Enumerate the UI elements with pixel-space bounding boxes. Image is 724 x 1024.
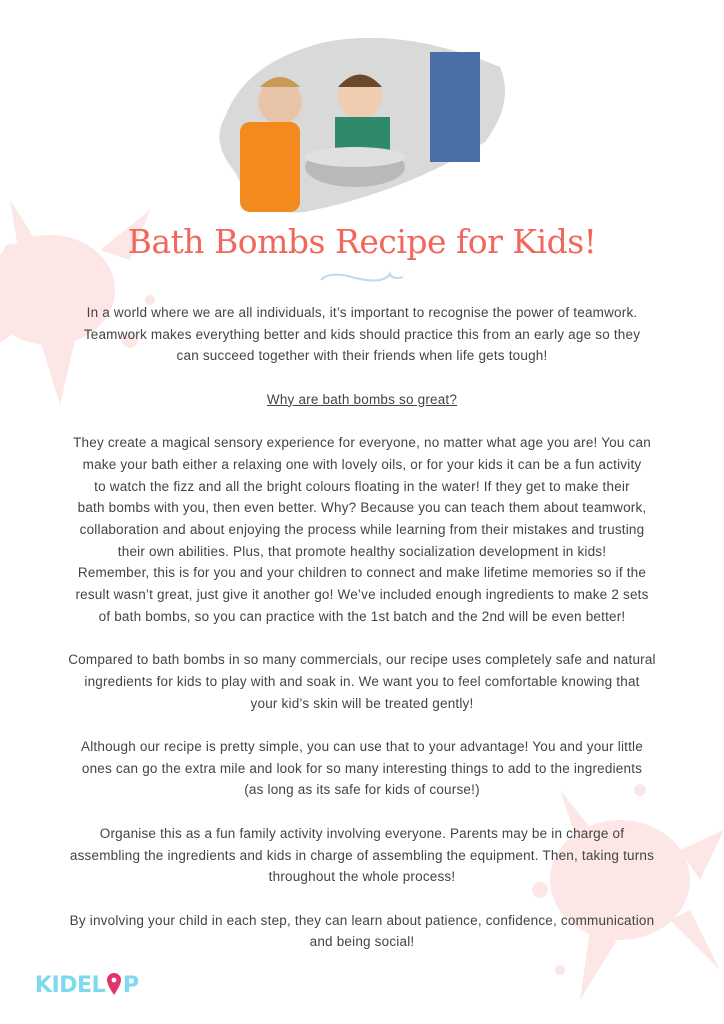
kids-baking-photo bbox=[205, 22, 510, 217]
text-line: their own abilities. Plus, that promote healthy socialization development in kids! bbox=[117, 543, 607, 559]
article-body bbox=[10, 302, 714, 975]
swirl-divider bbox=[318, 270, 406, 290]
why-paragraph bbox=[10, 432, 714, 627]
text-line: Teamwork makes everything better and kids should practice this from an early age so they bbox=[83, 326, 641, 342]
text-line: result wasn’t great, just give it another go! We’ve included enough ingredients to make 2 sets bbox=[75, 587, 649, 603]
intro-paragraph bbox=[10, 302, 714, 367]
text-line: your kid’s skin will be treated gently! bbox=[250, 695, 474, 711]
simple-paragraph bbox=[10, 736, 714, 801]
text-line: (as long as its safe for kids of course!) bbox=[244, 782, 480, 798]
text-line: bath bombs with you, then even better. Why? Because you can teach them about teamwork, bbox=[77, 500, 647, 516]
closing-paragraph bbox=[10, 910, 714, 953]
family-paragraph bbox=[10, 823, 714, 888]
text-line: ingredients for kids to play with and soak in. We want you to feel comfortable knowing that bbox=[84, 673, 640, 689]
text-line: to watch the fizz and all the bright colours floating in the water! If they get to make their bbox=[94, 478, 630, 494]
text-line: ones can go the extra mile and look for so many interesting things to add to the ingredients bbox=[81, 760, 643, 776]
text-line: Although our recipe is pretty simple, you can use that to your advantage! You and your little bbox=[81, 739, 643, 754]
section-subheading bbox=[10, 389, 714, 411]
text-line: Organise this as a fun family activity involving everyone. Parents may be in charge of bbox=[99, 825, 625, 841]
text-line: and being social! bbox=[309, 934, 415, 950]
safety-paragraph bbox=[10, 649, 714, 714]
logo-text-start: KIDEL bbox=[35, 973, 106, 998]
text-line: can succeed together with their friends when life gets tough! bbox=[176, 348, 548, 364]
text-line: Compared to bath bombs in so many commercials, our recipe uses completely safe and natural bbox=[68, 652, 656, 668]
text-line: throughout the whole process! bbox=[268, 869, 456, 885]
text-line: make your bath either a relaxing one with lovely oils, or for your kids it can be a fun activity bbox=[82, 456, 642, 472]
text-line: Remember, this is for you and your children to connect and make lifetime memories so if the bbox=[77, 565, 647, 581]
text-line: assembling the ingredients and kids in charge of assembling the equipment. Then, taking turns bbox=[69, 847, 655, 863]
text-line: of bath bombs, so you can practice with the 1st batch and the 2nd will be even better! bbox=[98, 608, 626, 624]
subheading-text: Why are bath bombs so great? bbox=[266, 391, 458, 407]
kidelop-logo bbox=[35, 968, 139, 998]
logo-text-end: P bbox=[123, 973, 139, 998]
text-line: In a world where we are all individuals, it’s important to recognise the power of teamwork. bbox=[86, 305, 638, 320]
text-line: collaboration and about enjoying the process while learning from their mistakes and trusting bbox=[79, 522, 645, 537]
page-title: Bath Bombs Recipe for Kids! bbox=[127, 222, 597, 261]
text-line: They create a magical sensory experience for everyone, no matter what age you are! You can bbox=[73, 435, 651, 451]
map-pin-icon bbox=[106, 972, 122, 996]
text-line: By involving your child in each step, they can learn about patience, confidence, communication bbox=[69, 912, 655, 928]
